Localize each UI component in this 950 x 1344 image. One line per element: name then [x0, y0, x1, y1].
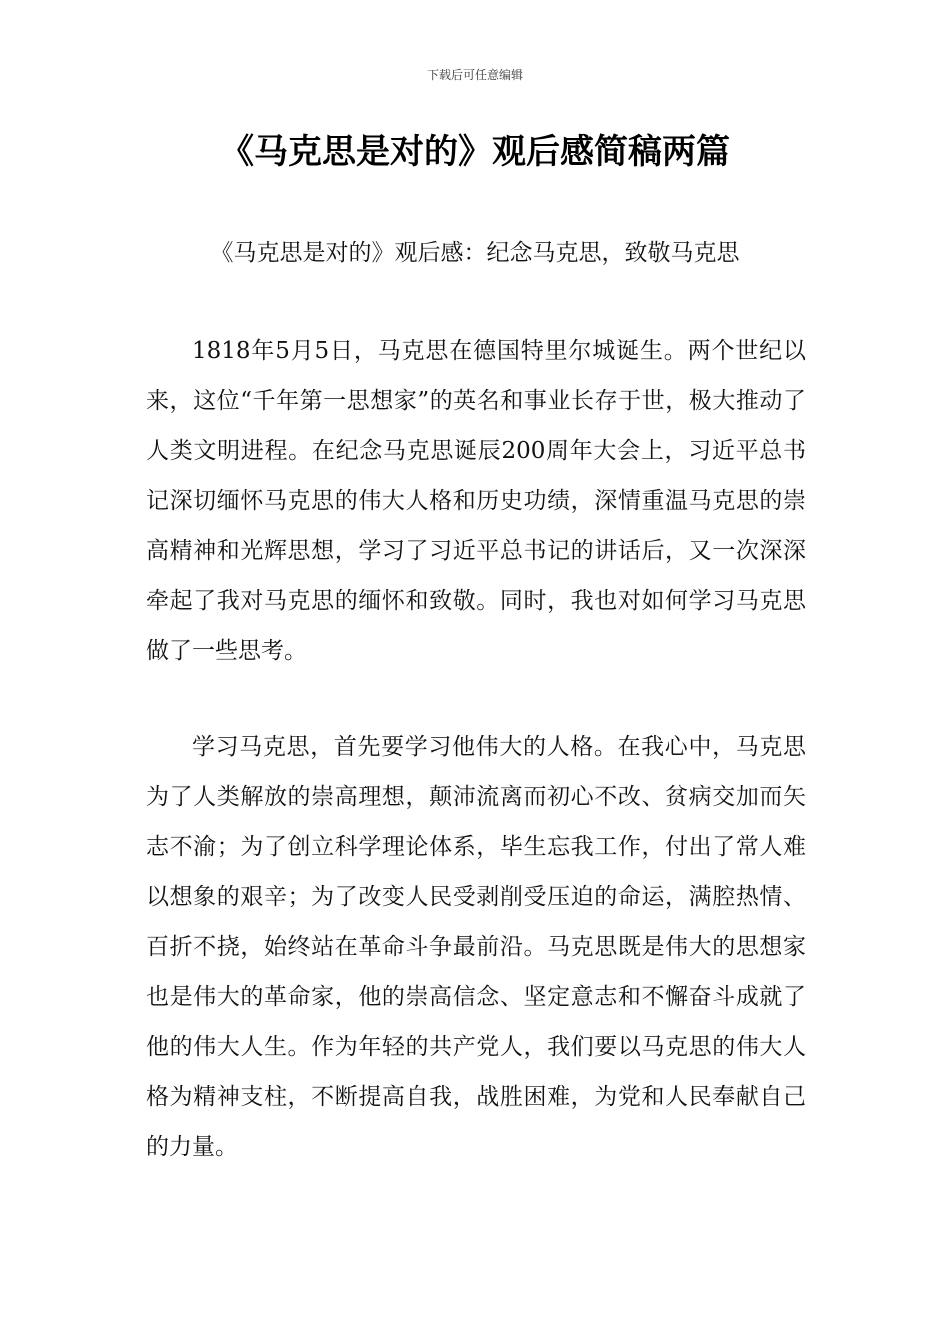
paragraph-2: 学习马克思，首先要学习他伟大的人格。在我心中，马克思为了人类解放的崇高理想，颠沛流离而初心不改、贫病交加而矢志不渝；为了创立科学理论体系，毕生忘我工作，付出了常人难以想象的艰辛；为了改变人民受剥削受压迫的命运，满腔热情、百折不挠，始终站在革命斗争最前沿。马克思既是伟大的思想家也是伟大的革命家，他的崇高信念、坚定意志和不懈奋斗成就了他的伟大人生。作为年轻的共产党人，我们要以马克思的伟大人格为精神支柱，不断提高自我，战胜困难，为党和人民奉献自己的力量。: [146, 734, 806, 1160]
document-title: 《马克思是对的》观后感简稿两篇: [220, 132, 730, 172]
document-subtitle: 《马克思是对的》观后感：纪念马克思，致敬马克思: [210, 240, 740, 266]
paragraph-1: 1818年5月5日，马克思在德国特里尔城诞生。两个世纪以来，这位“千年第一思想家”的英名和事业长存于世，极大推动了人类文明进程。在纪念马克思诞辰200周年大会上，习近平总书记深切缅怀马克思的伟大人格和历史功绩，深情重温马克思的崇高精神和光辉思想，学习了习近平总书记的讲话后，又一次深深牵起了我对马克思的缅怀和致敬。同时，我也对如何学习马克思做了一些思考。: [146, 338, 806, 664]
header-note: 下载后可任意编辑: [426, 68, 523, 82]
